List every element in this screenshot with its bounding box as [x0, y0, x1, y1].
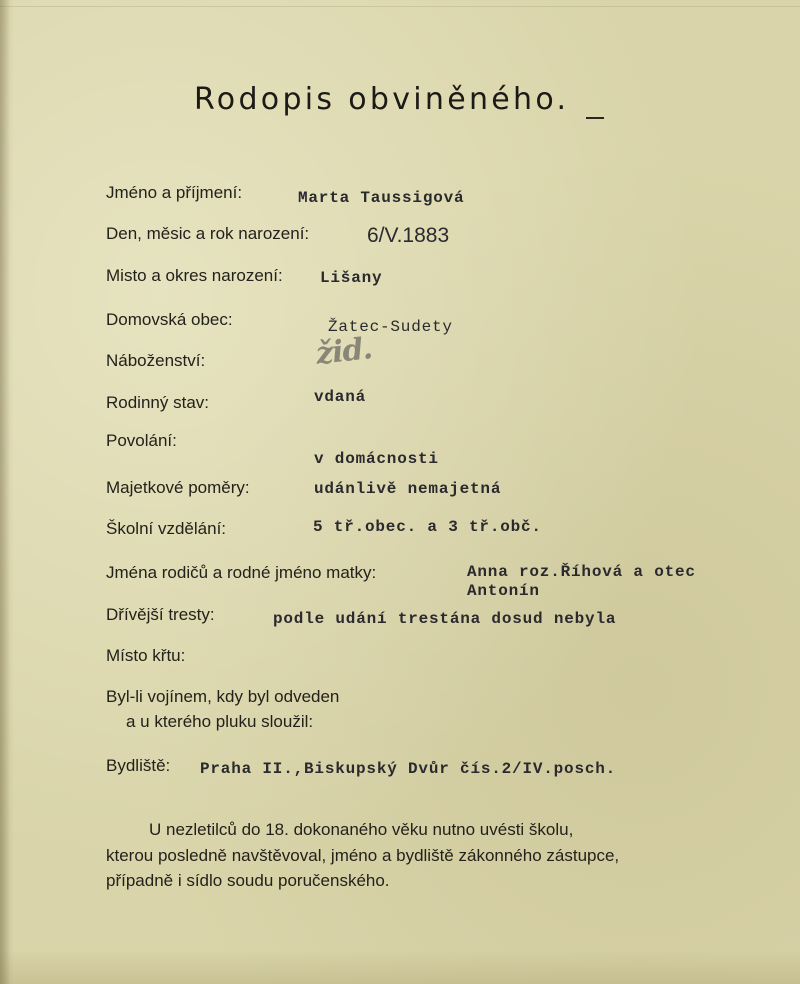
- birth-place-value: Lišany: [320, 269, 383, 287]
- footnote-line1: U nezletilců do 18. dokonaného věku nutno uvésti školu,: [149, 820, 574, 839]
- occupation-value: v domácnosti: [314, 450, 439, 468]
- birth-date-label: Den, měsic a rok narození:: [106, 224, 310, 243]
- parents-label: Jména rodičů a rodné jméno matky:: [106, 563, 377, 582]
- home-municipality-value: Žatec-Sudety: [328, 318, 453, 336]
- prior-convictions-value: podle udání trestána dosud nebyla: [273, 610, 617, 628]
- marital-status-label: Rodinný stav:: [106, 393, 209, 412]
- property-label: Majetkové poměry:: [106, 478, 250, 497]
- home-municipality-label: Domovská obec:: [106, 310, 233, 329]
- religion-value: žid.: [314, 331, 374, 372]
- property-value: udánlivě nemajetná: [314, 480, 502, 498]
- footnote-line2: kterou posledně navštěvoval, jméno a bydliště zákonného zástupce,: [106, 846, 620, 865]
- religion-label: Náboženství:: [106, 351, 206, 370]
- birth-date-value: 6/V.1883: [367, 224, 450, 247]
- occupation-label: Povolání:: [106, 431, 177, 450]
- page-title: Rodopis obviněného.: [194, 82, 570, 117]
- residence-label: Bydliště:: [106, 756, 171, 775]
- education-label: Školní vzdělání:: [106, 519, 227, 538]
- parents-value-line1: Anna roz.Říhová a otec: [467, 563, 696, 581]
- marital-status-value: vdaná: [314, 388, 367, 406]
- prior-convictions-label: Dřívější tresty:: [106, 605, 215, 624]
- military-label-line2: a u kterého pluku sloužil:: [126, 712, 314, 731]
- parents-value-line2: Antonín: [467, 582, 540, 600]
- name-label: Jméno a příjmení:: [106, 183, 243, 202]
- name-value: Marta Taussigová: [298, 189, 465, 207]
- title-underline: [586, 117, 604, 119]
- residence-value: Praha II.,Biskupský Dvůr čís.2/IV.posch.: [200, 760, 617, 778]
- footnote-line3: případně i sídlo soudu poručenského.: [106, 871, 390, 890]
- paper-top-edge: [0, 6, 800, 7]
- birth-place-label: Misto a okres narození:: [106, 266, 283, 285]
- paper-edge-shadow: [0, 0, 10, 984]
- education-value: 5 tř.obec. a 3 tř.obč.: [313, 518, 542, 536]
- baptism-place-label: Místo křtu:: [106, 646, 186, 665]
- military-label-line1: Byl-li vojínem, kdy byl odveden: [106, 687, 340, 706]
